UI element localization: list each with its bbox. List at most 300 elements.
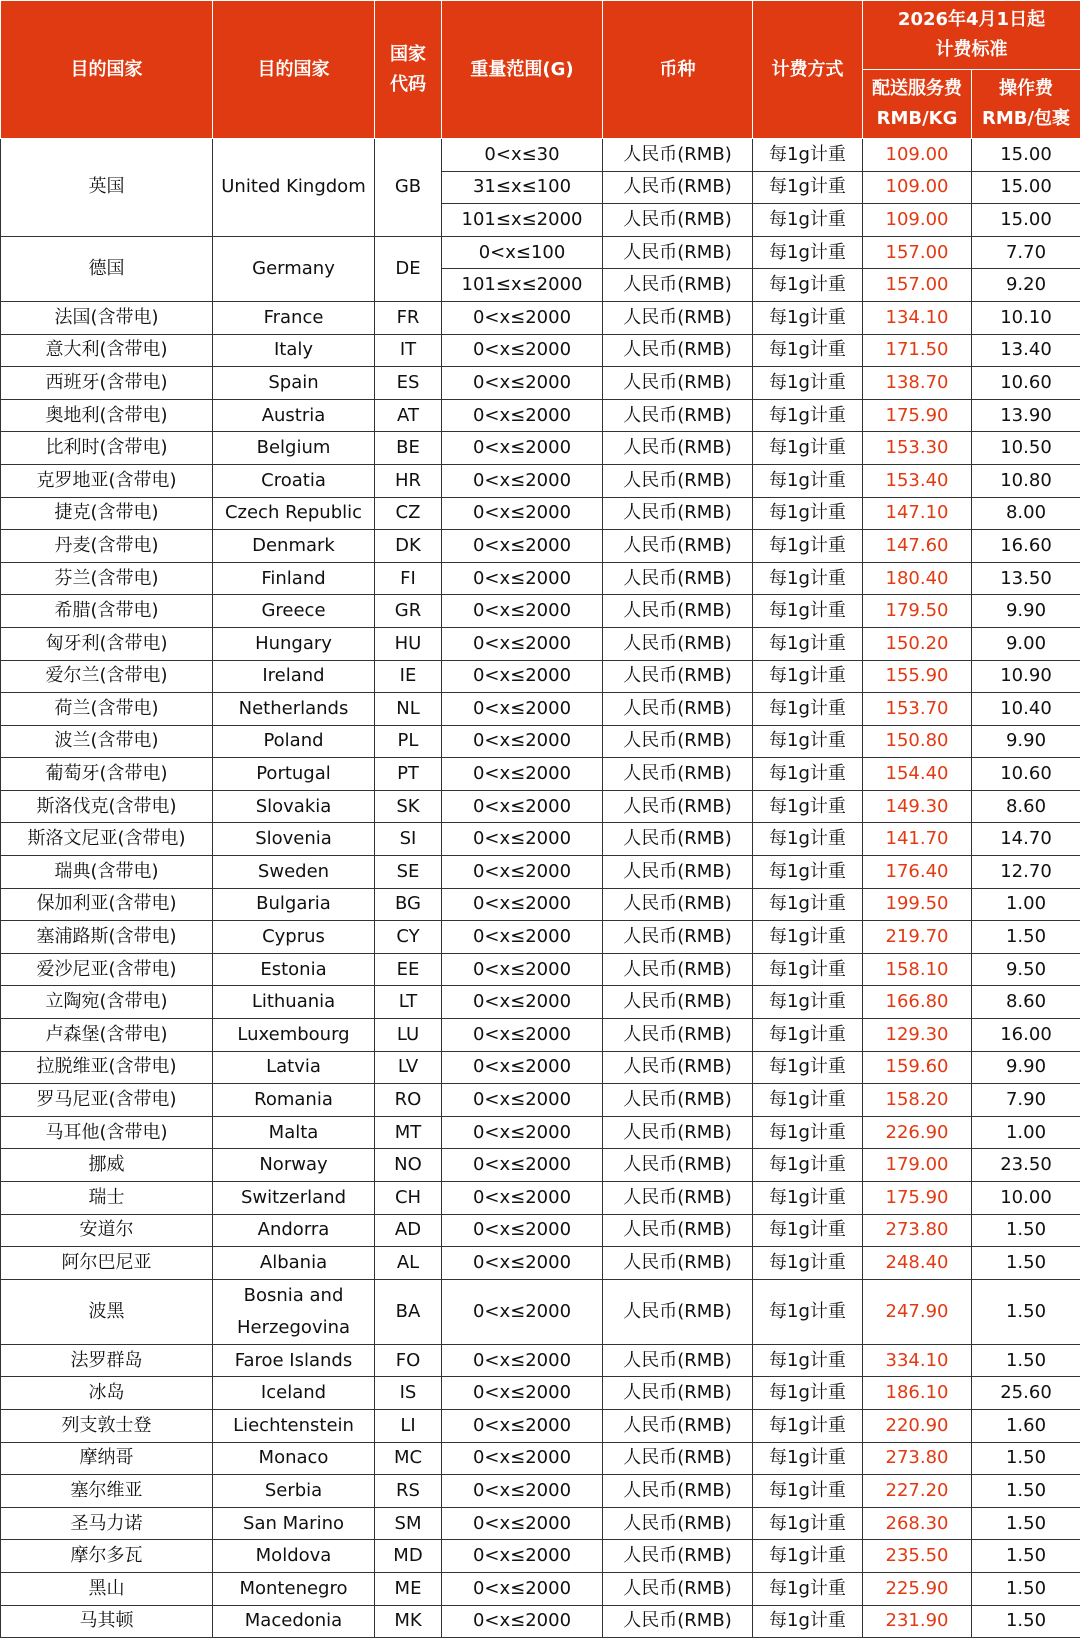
cell-currency: 人民币(RMB)	[603, 171, 753, 204]
header-delivery-label: 配送服务费 RMB/KG	[872, 78, 962, 129]
cell-operation-fee: 15.00	[972, 171, 1080, 204]
cell-currency: 人民币(RMB)	[603, 204, 753, 237]
cell-billing-method: 每1g计重	[753, 790, 863, 823]
cell-delivery-fee: 175.90	[863, 1182, 972, 1215]
cell-country-en: Ireland	[213, 660, 375, 693]
cell-weight-range: 0<x≤2000	[442, 1507, 603, 1540]
cell-country-code: RO	[375, 1084, 442, 1117]
cell-country-code: ES	[375, 367, 442, 400]
cell-delivery-fee: 273.80	[863, 1214, 972, 1247]
cell-currency: 人民币(RMB)	[603, 497, 753, 530]
cell-country-cn: 德国	[1, 236, 213, 301]
cell-operation-fee: 7.70	[972, 236, 1080, 269]
cell-currency: 人民币(RMB)	[603, 1182, 753, 1215]
cell-delivery-fee: 248.40	[863, 1247, 972, 1280]
cell-country-code: HR	[375, 464, 442, 497]
cell-country-cn: 爱尔兰(含带电)	[1, 660, 213, 693]
cell-country-code: FI	[375, 562, 442, 595]
cell-operation-fee: 14.70	[972, 823, 1080, 856]
cell-country-code: DE	[375, 236, 442, 301]
table-row	[1, 660, 1080, 693]
cell-weight-range: 0<x≤2000	[442, 953, 603, 986]
cell-billing-method: 每1g计重	[753, 1279, 863, 1344]
cell-country-code: MT	[375, 1116, 442, 1149]
cell-country-en: Greece	[213, 595, 375, 628]
table-row	[1, 856, 1080, 889]
cell-billing-method: 每1g计重	[753, 562, 863, 595]
cell-weight-range: 0<x≤2000	[442, 888, 603, 921]
cell-delivery-fee: 147.10	[863, 497, 972, 530]
cell-weight-range: 0<x≤2000	[442, 1182, 603, 1215]
cell-country-en: Lithuania	[213, 986, 375, 1019]
cell-weight-range: 0<x≤2000	[442, 693, 603, 726]
cell-delivery-fee: 150.20	[863, 627, 972, 660]
cell-country-en: United Kingdom	[213, 139, 375, 237]
cell-weight-range: 0<x≤2000	[442, 856, 603, 889]
cell-delivery-fee: 147.60	[863, 530, 972, 563]
cell-weight-range: 0<x≤2000	[442, 660, 603, 693]
cell-billing-method: 每1g计重	[753, 1605, 863, 1638]
cell-country-en: Sweden	[213, 856, 375, 889]
cell-country-en: Czech Republic	[213, 497, 375, 530]
cell-operation-fee: 1.50	[972, 1279, 1080, 1344]
cell-weight-range: 0<x≤2000	[442, 1572, 603, 1605]
cell-country-code: LV	[375, 1051, 442, 1084]
cell-country-cn: 马耳他(含带电)	[1, 1116, 213, 1149]
cell-billing-method: 每1g计重	[753, 236, 863, 269]
cell-country-cn: 克罗地亚(含带电)	[1, 464, 213, 497]
cell-operation-fee: 1.50	[972, 1507, 1080, 1540]
cell-country-cn: 波黑	[1, 1279, 213, 1344]
cell-weight-range: 0<x≤100	[442, 236, 603, 269]
cell-country-cn: 安道尔	[1, 1214, 213, 1247]
cell-billing-method: 每1g计重	[753, 171, 863, 204]
cell-operation-fee: 1.50	[972, 1605, 1080, 1638]
cell-weight-range: 0<x≤2000	[442, 1247, 603, 1280]
cell-country-cn: 保加利亚(含带电)	[1, 888, 213, 921]
cell-billing-method: 每1g计重	[753, 1377, 863, 1410]
cell-country-cn: 荷兰(含带电)	[1, 693, 213, 726]
table-row	[1, 1409, 1080, 1442]
cell-country-code: MK	[375, 1605, 442, 1638]
table-row	[1, 367, 1080, 400]
cell-delivery-fee: 150.80	[863, 725, 972, 758]
table-row	[1, 1084, 1080, 1117]
cell-country-en: Albania	[213, 1247, 375, 1280]
cell-billing-method: 每1g计重	[753, 301, 863, 334]
cell-currency: 人民币(RMB)	[603, 823, 753, 856]
cell-weight-range: 0<x≤2000	[442, 1084, 603, 1117]
cell-operation-fee: 1.50	[972, 1214, 1080, 1247]
cell-operation-fee: 15.00	[972, 204, 1080, 237]
cell-delivery-fee: 109.00	[863, 171, 972, 204]
cell-billing-method: 每1g计重	[753, 399, 863, 432]
cell-operation-fee: 23.50	[972, 1149, 1080, 1182]
cell-currency: 人民币(RMB)	[603, 1572, 753, 1605]
cell-weight-range: 0<x≤2000	[442, 497, 603, 530]
cell-delivery-fee: 273.80	[863, 1442, 972, 1475]
cell-country-code: IE	[375, 660, 442, 693]
cell-country-code: AD	[375, 1214, 442, 1247]
cell-country-en: Slovakia	[213, 790, 375, 823]
cell-country-cn: 芬兰(含带电)	[1, 562, 213, 595]
cell-weight-range: 0<x≤2000	[442, 1019, 603, 1052]
cell-currency: 人民币(RMB)	[603, 1442, 753, 1475]
cell-country-cn: 拉脱维亚(含带电)	[1, 1051, 213, 1084]
table-row	[1, 1247, 1080, 1280]
table-row	[1, 301, 1080, 334]
cell-currency: 人民币(RMB)	[603, 269, 753, 302]
cell-billing-method: 每1g计重	[753, 1442, 863, 1475]
cell-billing-method: 每1g计重	[753, 269, 863, 302]
table-row	[1, 1507, 1080, 1540]
cell-billing-method: 每1g计重	[753, 464, 863, 497]
cell-currency: 人民币(RMB)	[603, 856, 753, 889]
cell-currency: 人民币(RMB)	[603, 660, 753, 693]
cell-country-cn: 圣马力诺	[1, 1507, 213, 1540]
cell-country-en: Serbia	[213, 1475, 375, 1508]
cell-delivery-fee: 153.70	[863, 693, 972, 726]
table-row	[1, 758, 1080, 791]
cell-country-en: Bulgaria	[213, 888, 375, 921]
cell-billing-method: 每1g计重	[753, 921, 863, 954]
cell-operation-fee: 8.60	[972, 986, 1080, 1019]
cell-weight-range: 0<x≤2000	[442, 1279, 603, 1344]
cell-currency: 人民币(RMB)	[603, 530, 753, 563]
header-code-label: 国家代码	[390, 43, 426, 95]
cell-billing-method: 每1g计重	[753, 1116, 863, 1149]
cell-country-code: BA	[375, 1279, 442, 1344]
cell-currency: 人民币(RMB)	[603, 236, 753, 269]
header-standard-label: 2026年4月1日起计费标准	[897, 9, 1046, 60]
cell-weight-range: 0<x≤2000	[442, 627, 603, 660]
cell-country-en: Portugal	[213, 758, 375, 791]
cell-operation-fee: 1.50	[972, 921, 1080, 954]
table-row	[1, 790, 1080, 823]
cell-delivery-fee: 129.30	[863, 1019, 972, 1052]
cell-country-en: Denmark	[213, 530, 375, 563]
cell-delivery-fee: 153.30	[863, 432, 972, 465]
cell-currency: 人民币(RMB)	[603, 464, 753, 497]
cell-country-en: Moldova	[213, 1540, 375, 1573]
cell-delivery-fee: 247.90	[863, 1279, 972, 1344]
cell-country-en: Montenegro	[213, 1572, 375, 1605]
cell-country-en: Norway	[213, 1149, 375, 1182]
table-row	[1, 823, 1080, 856]
cell-country-code: NL	[375, 693, 442, 726]
cell-country-code: LT	[375, 986, 442, 1019]
cell-country-en: Finland	[213, 562, 375, 595]
cell-country-en: Cyprus	[213, 921, 375, 954]
header-country-en: 目的国家	[213, 1, 375, 139]
cell-operation-fee: 9.90	[972, 595, 1080, 628]
cell-billing-method: 每1g计重	[753, 953, 863, 986]
cell-currency: 人民币(RMB)	[603, 334, 753, 367]
cell-country-en: Italy	[213, 334, 375, 367]
cell-currency: 人民币(RMB)	[603, 693, 753, 726]
cell-operation-fee: 1.50	[972, 1540, 1080, 1573]
cell-country-en: Faroe Islands	[213, 1344, 375, 1377]
cell-billing-method: 每1g计重	[753, 1051, 863, 1084]
table-row	[1, 627, 1080, 660]
cell-operation-fee: 16.00	[972, 1019, 1080, 1052]
cell-currency: 人民币(RMB)	[603, 1214, 753, 1247]
cell-weight-range: 0<x≤2000	[442, 464, 603, 497]
cell-weight-range: 31≤x≤100	[442, 171, 603, 204]
table-body	[1, 139, 1080, 1638]
cell-delivery-fee: 334.10	[863, 1344, 972, 1377]
cell-currency: 人民币(RMB)	[603, 1344, 753, 1377]
cell-currency: 人民币(RMB)	[603, 758, 753, 791]
table-row	[1, 986, 1080, 1019]
cell-weight-range: 0<x≤2000	[442, 367, 603, 400]
cell-delivery-fee: 175.90	[863, 399, 972, 432]
cell-country-code: LU	[375, 1019, 442, 1052]
cell-billing-method: 每1g计重	[753, 888, 863, 921]
cell-weight-range: 0<x≤2000	[442, 986, 603, 1019]
cell-weight-range: 0<x≤2000	[442, 1540, 603, 1573]
cell-country-cn: 奥地利(含带电)	[1, 399, 213, 432]
cell-operation-fee: 10.10	[972, 301, 1080, 334]
cell-billing-method: 每1g计重	[753, 1182, 863, 1215]
cell-billing-method: 每1g计重	[753, 1344, 863, 1377]
cell-operation-fee: 13.40	[972, 334, 1080, 367]
cell-country-cn: 爱沙尼亚(含带电)	[1, 953, 213, 986]
cell-country-code: LI	[375, 1409, 442, 1442]
cell-billing-method: 每1g计重	[753, 1247, 863, 1280]
cell-country-cn: 捷克(含带电)	[1, 497, 213, 530]
cell-currency: 人民币(RMB)	[603, 595, 753, 628]
cell-country-en: Slovenia	[213, 823, 375, 856]
cell-delivery-fee: 268.30	[863, 1507, 972, 1540]
header-billing: 计费方式	[753, 1, 863, 139]
cell-country-cn: 匈牙利(含带电)	[1, 627, 213, 660]
cell-billing-method: 每1g计重	[753, 725, 863, 758]
cell-country-code: ME	[375, 1572, 442, 1605]
cell-billing-method: 每1g计重	[753, 432, 863, 465]
cell-delivery-fee: 109.00	[863, 139, 972, 172]
cell-operation-fee: 1.50	[972, 1344, 1080, 1377]
table-row	[1, 1475, 1080, 1508]
cell-country-code: MC	[375, 1442, 442, 1475]
cell-country-cn: 波兰(含带电)	[1, 725, 213, 758]
cell-billing-method: 每1g计重	[753, 856, 863, 889]
cell-delivery-fee: 179.00	[863, 1149, 972, 1182]
cell-country-cn: 塞浦路斯(含带电)	[1, 921, 213, 954]
cell-weight-range: 0<x≤2000	[442, 725, 603, 758]
cell-delivery-fee: 199.50	[863, 888, 972, 921]
cell-operation-fee: 16.60	[972, 530, 1080, 563]
cell-currency: 人民币(RMB)	[603, 1279, 753, 1344]
cell-delivery-fee: 141.70	[863, 823, 972, 856]
cell-country-en: France	[213, 301, 375, 334]
cell-currency: 人民币(RMB)	[603, 1247, 753, 1280]
header-delivery	[863, 70, 972, 139]
cell-country-en: Germany	[213, 236, 375, 301]
cell-currency: 人民币(RMB)	[603, 1149, 753, 1182]
cell-delivery-fee: 138.70	[863, 367, 972, 400]
cell-country-code: SM	[375, 1507, 442, 1540]
cell-delivery-fee: 149.30	[863, 790, 972, 823]
cell-country-code: BE	[375, 432, 442, 465]
cell-country-en: Estonia	[213, 953, 375, 986]
cell-country-code: PL	[375, 725, 442, 758]
cell-currency: 人民币(RMB)	[603, 1084, 753, 1117]
cell-currency: 人民币(RMB)	[603, 888, 753, 921]
cell-country-cn: 冰岛	[1, 1377, 213, 1410]
table-row	[1, 921, 1080, 954]
cell-country-code: MD	[375, 1540, 442, 1573]
cell-delivery-fee: 159.60	[863, 1051, 972, 1084]
cell-operation-fee: 1.60	[972, 1409, 1080, 1442]
cell-weight-range: 0<x≤2000	[442, 1214, 603, 1247]
cell-billing-method: 每1g计重	[753, 497, 863, 530]
cell-delivery-fee: 158.10	[863, 953, 972, 986]
cell-delivery-fee: 226.90	[863, 1116, 972, 1149]
table-row	[1, 334, 1080, 367]
cell-weight-range: 101≤x≤2000	[442, 204, 603, 237]
cell-delivery-fee: 166.80	[863, 986, 972, 1019]
cell-country-en: Iceland	[213, 1377, 375, 1410]
cell-country-cn: 摩尔多瓦	[1, 1540, 213, 1573]
cell-weight-range: 0<x≤2000	[442, 758, 603, 791]
cell-country-en: Poland	[213, 725, 375, 758]
cell-weight-range: 0<x≤2000	[442, 1442, 603, 1475]
cell-country-en: Monaco	[213, 1442, 375, 1475]
cell-billing-method: 每1g计重	[753, 204, 863, 237]
cell-weight-range: 0<x≤2000	[442, 1116, 603, 1149]
table-row	[1, 1540, 1080, 1573]
cell-weight-range: 0<x≤2000	[442, 823, 603, 856]
cell-billing-method: 每1g计重	[753, 1409, 863, 1442]
cell-country-code: CY	[375, 921, 442, 954]
cell-country-cn: 列支敦士登	[1, 1409, 213, 1442]
cell-billing-method: 每1g计重	[753, 693, 863, 726]
table-row	[1, 1377, 1080, 1410]
cell-operation-fee: 9.20	[972, 269, 1080, 302]
cell-delivery-fee: 171.50	[863, 334, 972, 367]
cell-delivery-fee: 153.40	[863, 464, 972, 497]
cell-country-en: Croatia	[213, 464, 375, 497]
cell-country-cn: 希腊(含带电)	[1, 595, 213, 628]
cell-country-code: AT	[375, 399, 442, 432]
header-code	[375, 1, 442, 139]
cell-country-cn: 罗马尼亚(含带电)	[1, 1084, 213, 1117]
cell-country-code: SK	[375, 790, 442, 823]
cell-billing-method: 每1g计重	[753, 986, 863, 1019]
cell-billing-method: 每1g计重	[753, 1084, 863, 1117]
header-operation-label: 操作费 RMB/包裹	[981, 78, 1071, 129]
table-row	[1, 497, 1080, 530]
cell-operation-fee: 1.00	[972, 1116, 1080, 1149]
cell-delivery-fee: 227.20	[863, 1475, 972, 1508]
table-row	[1, 1019, 1080, 1052]
cell-country-cn: 阿尔巴尼亚	[1, 1247, 213, 1280]
cell-delivery-fee: 235.50	[863, 1540, 972, 1573]
cell-currency: 人民币(RMB)	[603, 627, 753, 660]
cell-weight-range: 0<x≤2000	[442, 1051, 603, 1084]
cell-country-en: Liechtenstein	[213, 1409, 375, 1442]
cell-currency: 人民币(RMB)	[603, 399, 753, 432]
cell-country-cn: 斯洛伐克(含带电)	[1, 790, 213, 823]
cell-country-code: CZ	[375, 497, 442, 530]
cell-billing-method: 每1g计重	[753, 627, 863, 660]
cell-currency: 人民币(RMB)	[603, 725, 753, 758]
cell-weight-range: 0<x≤30	[442, 139, 603, 172]
table-header	[1, 1, 1080, 139]
cell-operation-fee: 10.80	[972, 464, 1080, 497]
cell-currency: 人民币(RMB)	[603, 1019, 753, 1052]
cell-delivery-fee: 176.40	[863, 856, 972, 889]
cell-weight-range: 0<x≤2000	[442, 790, 603, 823]
cell-billing-method: 每1g计重	[753, 367, 863, 400]
cell-operation-fee: 1.50	[972, 1475, 1080, 1508]
cell-operation-fee: 1.50	[972, 1247, 1080, 1280]
table-row	[1, 464, 1080, 497]
table-row	[1, 1182, 1080, 1215]
cell-delivery-fee: 134.10	[863, 301, 972, 334]
cell-operation-fee: 9.00	[972, 627, 1080, 660]
cell-billing-method: 每1g计重	[753, 1149, 863, 1182]
cell-currency: 人民币(RMB)	[603, 1116, 753, 1149]
cell-billing-method: 每1g计重	[753, 823, 863, 856]
table-row	[1, 1116, 1080, 1149]
cell-country-code: FO	[375, 1344, 442, 1377]
header-country-cn: 目的国家	[1, 1, 213, 139]
header-operation	[972, 70, 1080, 139]
cell-operation-fee: 12.70	[972, 856, 1080, 889]
cell-currency: 人民币(RMB)	[603, 1507, 753, 1540]
cell-country-code: BG	[375, 888, 442, 921]
table-row	[1, 399, 1080, 432]
cell-operation-fee: 10.40	[972, 693, 1080, 726]
cell-delivery-fee: 186.10	[863, 1377, 972, 1410]
cell-country-code: CH	[375, 1182, 442, 1215]
cell-operation-fee: 9.90	[972, 725, 1080, 758]
cell-delivery-fee: 109.00	[863, 204, 972, 237]
cell-country-code: EE	[375, 953, 442, 986]
cell-country-code: FR	[375, 301, 442, 334]
table-row	[1, 236, 1080, 269]
cell-operation-fee: 8.60	[972, 790, 1080, 823]
header-currency: 币种	[603, 1, 753, 139]
cell-operation-fee: 10.50	[972, 432, 1080, 465]
cell-country-cn: 摩纳哥	[1, 1442, 213, 1475]
cell-country-cn: 斯洛文尼亚(含带电)	[1, 823, 213, 856]
cell-country-cn: 西班牙(含带电)	[1, 367, 213, 400]
table-row	[1, 139, 1080, 172]
cell-country-en: Latvia	[213, 1051, 375, 1084]
cell-currency: 人民币(RMB)	[603, 790, 753, 823]
cell-country-cn: 法国(含带电)	[1, 301, 213, 334]
cell-weight-range: 101≤x≤2000	[442, 269, 603, 302]
cell-country-cn: 葡萄牙(含带电)	[1, 758, 213, 791]
cell-currency: 人民币(RMB)	[603, 1409, 753, 1442]
cell-delivery-fee: 157.00	[863, 236, 972, 269]
cell-country-code: HU	[375, 627, 442, 660]
cell-delivery-fee: 158.20	[863, 1084, 972, 1117]
cell-operation-fee: 13.90	[972, 399, 1080, 432]
cell-operation-fee: 10.90	[972, 660, 1080, 693]
cell-country-cn: 瑞典(含带电)	[1, 856, 213, 889]
cell-currency: 人民币(RMB)	[603, 301, 753, 334]
cell-billing-method: 每1g计重	[753, 334, 863, 367]
table-row	[1, 1442, 1080, 1475]
cell-country-en: Hungary	[213, 627, 375, 660]
cell-currency: 人民币(RMB)	[603, 562, 753, 595]
cell-delivery-fee: 219.70	[863, 921, 972, 954]
cell-operation-fee: 10.00	[972, 1182, 1080, 1215]
